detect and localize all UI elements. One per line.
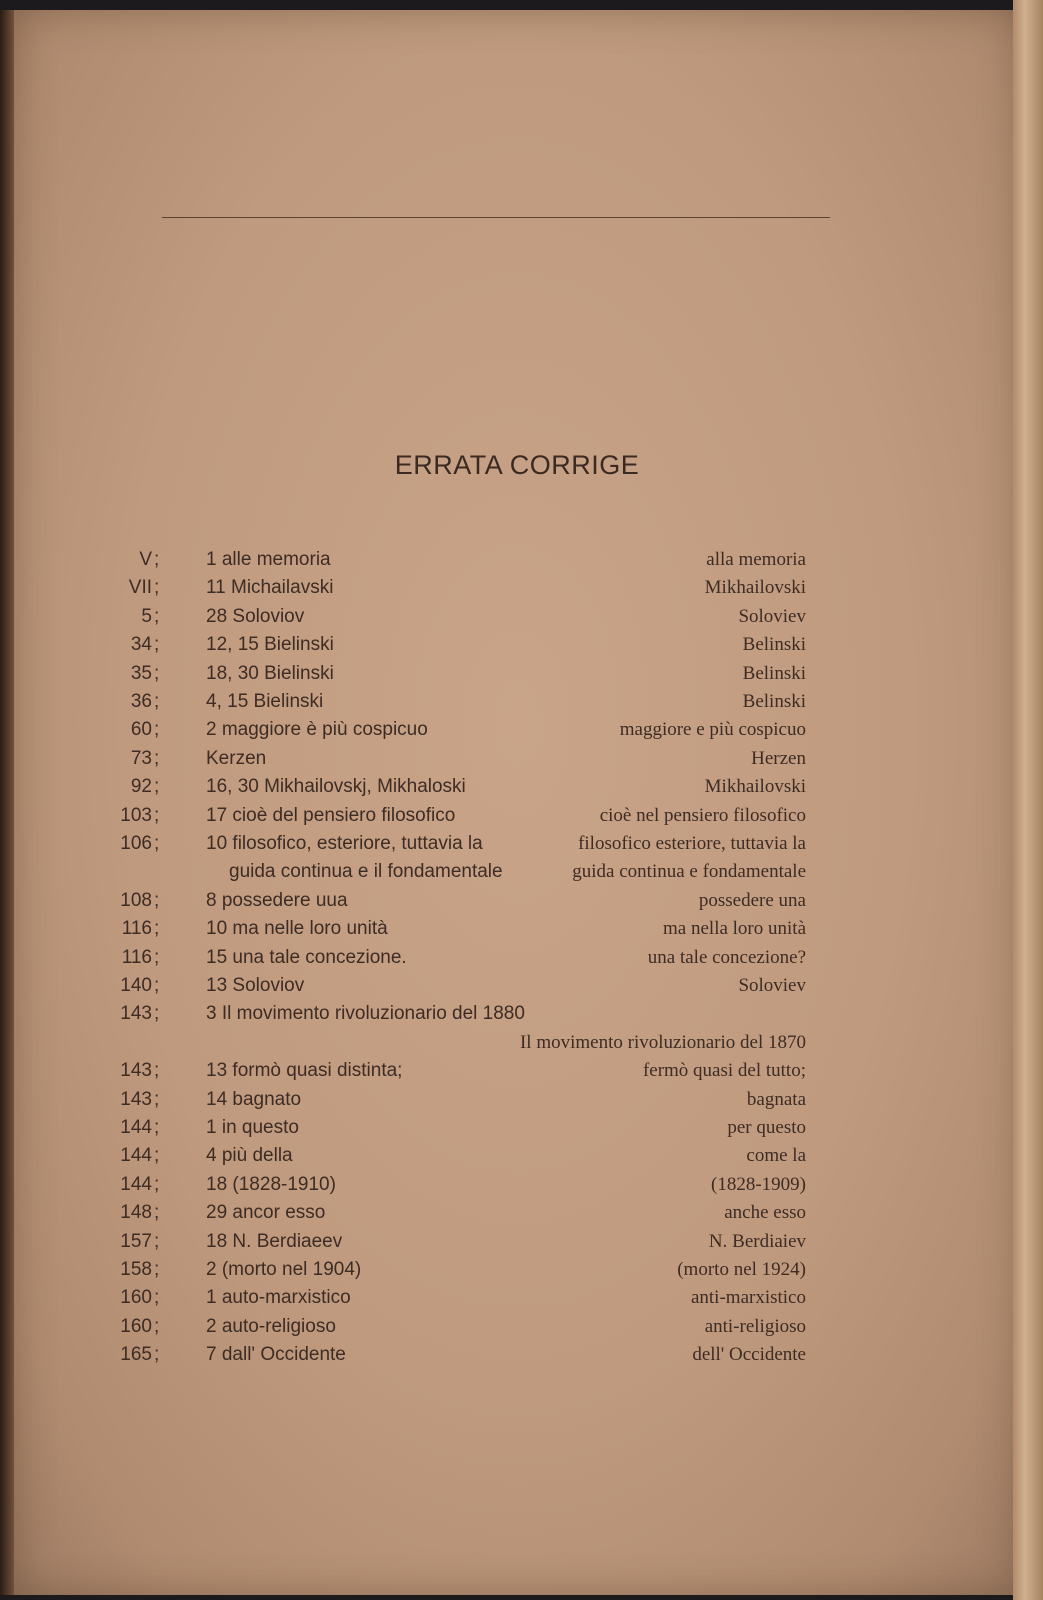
errata-wrong-text: Kerzen <box>206 747 267 769</box>
errata-page-ref: 165 <box>120 1344 152 1366</box>
errata-page-separator: ; <box>154 1145 160 1167</box>
errata-page-ref: 73 <box>130 747 152 769</box>
errata-wrong-text: 12, 15 Bielinski <box>206 634 334 656</box>
errata-wrong-text: 10 ma nelle loro unità <box>206 918 388 940</box>
errata-correct-text: Belinski <box>742 691 806 712</box>
errata-page-separator: ; <box>154 605 160 627</box>
errata-wrong-text: 10 filosofico, esteriore, tuttavia la <box>206 833 483 854</box>
errata-wrong-text: 18 (1828-1910) <box>206 1173 336 1195</box>
errata-wrong-text: 11 Michailavski <box>206 577 334 599</box>
errata-correct-text: Soloviev <box>738 605 806 627</box>
errata-wrong-text: 2 maggiore è più cospicuo <box>206 719 428 741</box>
errata-page-separator: ; <box>154 719 160 741</box>
errata-page-ref: 36 <box>130 691 152 712</box>
errata-page-ref: 157 <box>120 1230 152 1252</box>
errata-correct-text: (1828-1909) <box>711 1173 806 1195</box>
errata-wrong-text: 28 Soloviov <box>206 605 305 627</box>
errata-correct-text: Belinski <box>742 634 806 656</box>
errata-wrong-text: 16, 30 Mikhailovskj, Mikhaloski <box>206 776 466 798</box>
errata-wrong-text: 15 una tale concezione. <box>206 946 407 968</box>
errata-correct-text: Soloviev <box>738 975 806 996</box>
errata-page-ref: 160 <box>120 1287 152 1309</box>
errata-correct-text: guida continua e fondamentale <box>572 861 806 883</box>
errata-correct-text: alla memoria <box>706 549 806 570</box>
errata-wrong-text: 1 auto-marxistico <box>206 1287 351 1309</box>
page-title: ERRATA CORRIGE <box>394 450 640 480</box>
errata-wrong-text: 3 Il movimento rivoluzionario del 1880 <box>206 1003 525 1025</box>
errata-wrong-text: 17 cioè del pensiero filosofico <box>206 804 456 826</box>
errata-correct-text: possedere una <box>698 889 806 911</box>
errata-page-separator: ; <box>154 1230 160 1252</box>
errata-wrong-text: 2 auto-religioso <box>206 1315 336 1337</box>
errata-page-ref: 143 <box>120 1088 152 1110</box>
errata-wrong-text: guida continua e il fondamentale <box>229 861 503 883</box>
errata-wrong-text: 4, 15 Bielinski <box>206 691 324 712</box>
errata-page-separator: ; <box>154 1060 160 1082</box>
header-rule <box>162 217 830 218</box>
errata-page-separator: ; <box>154 804 160 826</box>
errata-correct-text: come la <box>746 1145 806 1167</box>
errata-page-separator: ; <box>154 634 160 656</box>
errata-page-separator: ; <box>154 1088 160 1110</box>
errata-wrong-text: 1 in questo <box>206 1117 299 1138</box>
errata-page-ref: 103 <box>120 804 152 826</box>
errata-wrong-text: 13 formò quasi distinta; <box>206 1060 403 1082</box>
errata-wrong-text: 1 alle memoria <box>206 549 331 570</box>
errata-wrong-text: 8 possedere uua <box>206 889 348 911</box>
errata-page-separator: ; <box>154 946 160 968</box>
errata-correct-text: ma nella loro unità <box>663 918 806 940</box>
errata-page-ref: 143 <box>120 1003 152 1025</box>
page-right-edge <box>1013 0 1043 1600</box>
errata-correct-text: cioè nel pensiero filosofico <box>599 804 806 826</box>
errata-correct-text: N. Berdiaiev <box>708 1230 806 1252</box>
errata-correct-text: Herzen <box>751 747 806 769</box>
errata-page-ref: 60 <box>130 719 152 741</box>
errata-page-ref: 144 <box>120 1145 152 1167</box>
errata-correct-text: una tale concezione? <box>647 946 806 968</box>
errata-wrong-text: 4 più della <box>206 1145 293 1167</box>
errata-page-ref: VII <box>128 577 152 599</box>
errata-page-ref: 148 <box>120 1202 152 1224</box>
errata-wrong-text: 13 Soloviov <box>206 975 305 996</box>
errata-correct-text: Il movimento rivoluzionario del 1870 <box>519 1031 806 1053</box>
errata-page-ref: 116 <box>121 946 152 968</box>
errata-page-separator: ; <box>154 1287 160 1309</box>
errata-correct-text: bagnata <box>746 1088 806 1110</box>
errata-page-ref: 143 <box>120 1060 152 1082</box>
errata-page-ref: 35 <box>130 662 152 684</box>
errata-page-ref: 140 <box>120 975 152 996</box>
errata-page-separator: ; <box>154 1315 160 1337</box>
document-page <box>14 10 1020 1595</box>
errata-correct-text: filosofico esteriore, tuttavia la <box>578 833 806 854</box>
errata-page-ref: 160 <box>120 1315 152 1337</box>
errata-page-separator: ; <box>154 975 160 996</box>
errata-correct-text: Mikhailovski <box>704 776 806 798</box>
errata-correct-text: Belinski <box>742 662 806 684</box>
errata-correct-text: anti-marxistico <box>690 1287 806 1309</box>
errata-page-separator: ; <box>154 747 160 769</box>
errata-wrong-text: 14 bagnato <box>206 1088 302 1110</box>
errata-page-separator: ; <box>154 833 160 854</box>
errata-correct-text: anti-religioso <box>704 1315 806 1337</box>
errata-page-separator: ; <box>154 577 160 599</box>
errata-page-ref: 116 <box>121 918 152 940</box>
errata-page-separator: ; <box>154 1173 160 1195</box>
errata-correct-text: fermò quasi del tutto; <box>642 1060 806 1082</box>
errata-page-ref: 144 <box>120 1117 152 1138</box>
errata-page-separator: ; <box>154 1344 160 1366</box>
errata-page-separator: ; <box>154 1003 160 1025</box>
errata-wrong-text: 18, 30 Bielinski <box>206 662 334 684</box>
errata-page-separator: ; <box>154 662 160 684</box>
errata-page-ref: 144 <box>120 1173 152 1195</box>
errata-page-separator: ; <box>154 776 160 798</box>
errata-page-ref: 5 <box>141 605 152 627</box>
errata-wrong-text: 29 ancor esso <box>206 1202 326 1224</box>
errata-page-separator: ; <box>154 1202 160 1224</box>
errata-page-separator: ; <box>154 549 160 570</box>
errata-correct-text: per questo <box>727 1117 806 1138</box>
errata-page-ref: 92 <box>130 776 152 798</box>
errata-page-separator: ; <box>154 918 160 940</box>
errata-wrong-text: 2 (morto nel 1904) <box>206 1259 362 1280</box>
errata-page-separator: ; <box>154 1259 160 1280</box>
errata-page-ref: 34 <box>130 634 152 656</box>
errata-correct-text: anche esso <box>724 1202 806 1224</box>
errata-correct-text: (morto nel 1924) <box>677 1259 806 1280</box>
errata-page-ref: 108 <box>120 889 152 911</box>
errata-page-separator: ; <box>154 1117 160 1138</box>
errata-page-ref: V <box>139 549 152 570</box>
errata-correct-text: maggiore e più cospicuo <box>619 719 806 741</box>
errata-page-ref: 106 <box>120 833 152 854</box>
errata-wrong-text: 18 N. Berdiaeev <box>206 1230 343 1252</box>
errata-correct-text: Mikhailovski <box>704 577 806 599</box>
errata-page-separator: ; <box>154 691 160 712</box>
errata-page-ref: 158 <box>120 1259 152 1280</box>
errata-correct-text: dell' Occidente <box>692 1344 806 1366</box>
errata-wrong-text: 7 dall' Occidente <box>206 1344 346 1366</box>
errata-page-separator: ; <box>154 889 160 911</box>
